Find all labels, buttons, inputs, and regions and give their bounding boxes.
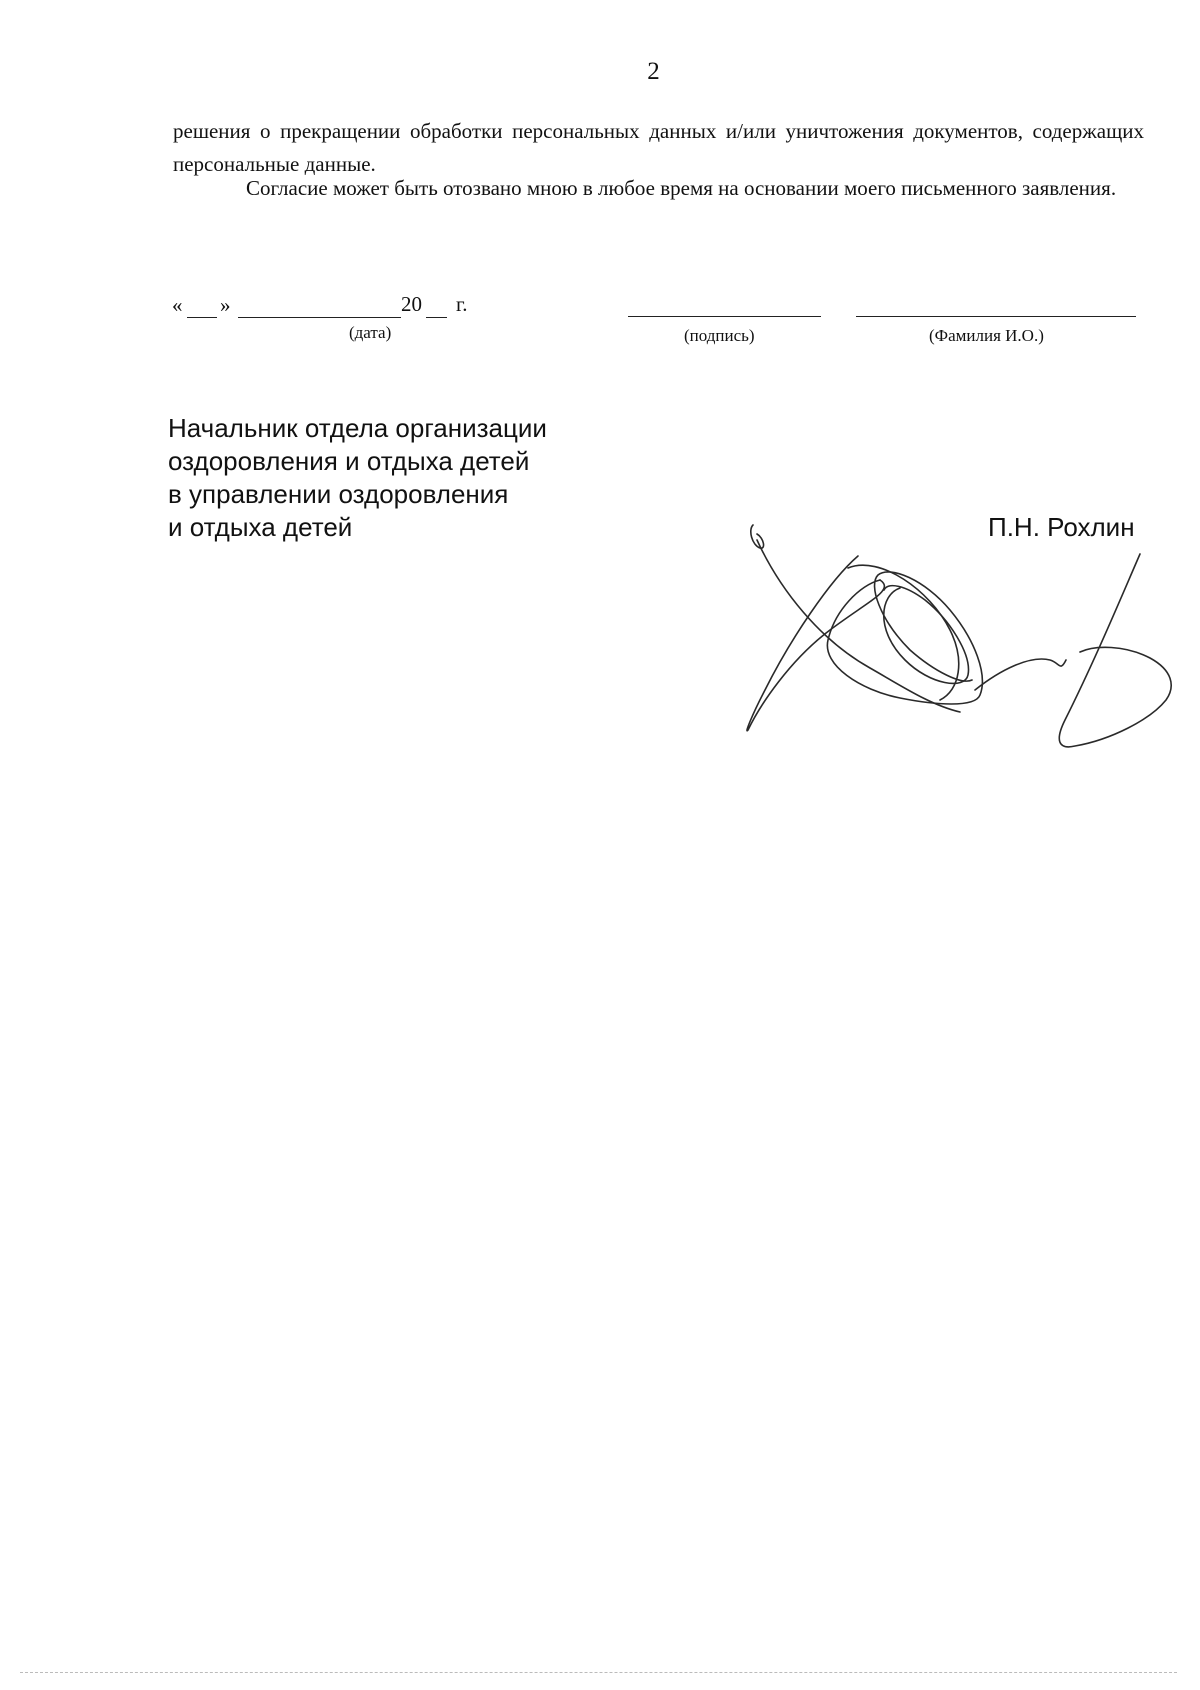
signature-caption: (подпись) [684,326,755,345]
name-caption: (Фамилия И.О.) [929,326,1044,345]
page-number: 2 [647,58,660,85]
date-close-quote: » [220,293,231,317]
signatory-name: П.Н. Рохлин [988,512,1135,542]
scan-edge [20,1672,1177,1673]
date-caption: (дата) [349,323,392,342]
date-year-prefix: 20 [401,292,422,316]
position-line: и отдыха детей [168,512,353,542]
position-line: в управлении оздоровления [168,479,509,509]
position-line: оздоровления и отдыха детей [168,446,530,476]
consent-paragraph-1: решения о прекращении обработки персональных данных и/или уничтожения документов, содержащих персональные данные. [173,119,1144,176]
position-line: Начальник отдела организации [168,413,547,443]
date-open-quote: « [172,293,183,317]
date-year-suffix: г. [456,292,468,316]
consent-paragraph-2-text: Согласие может быть отозвано мною в любое время на основании моего письменного заявления. [246,176,1117,200]
